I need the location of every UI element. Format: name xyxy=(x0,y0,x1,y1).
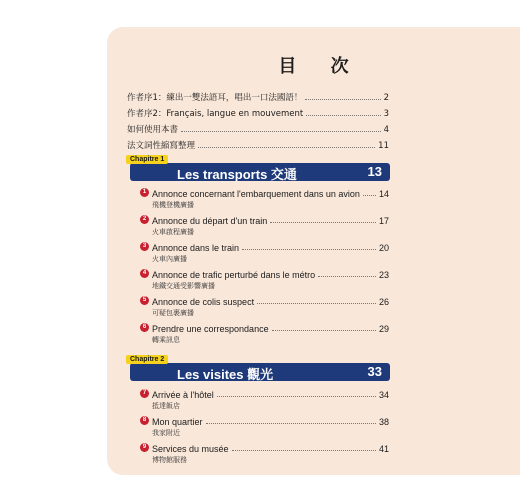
dot-leader xyxy=(181,131,381,132)
chapter-header[interactable] xyxy=(130,156,390,182)
entry-subtitle: 抵達飯店 xyxy=(152,402,180,410)
entry-number-badge: 7 xyxy=(140,389,149,398)
entry-number-badge: 1 xyxy=(140,188,149,197)
entry-page: 11 xyxy=(378,141,389,151)
chapter-page: 13 xyxy=(367,164,382,179)
entry-subtitle: 可疑包裹廣播 xyxy=(152,309,194,317)
chapter-tag: Chapitre 1 xyxy=(126,155,168,164)
toc-entry[interactable] xyxy=(140,240,389,266)
page-title: 目 次 xyxy=(278,56,363,77)
entry-page: 2 xyxy=(383,93,389,103)
entry-subtitle: 地鐵交通受影響廣播 xyxy=(152,282,215,290)
entry-page: 14 xyxy=(378,189,389,199)
toc-entry[interactable] xyxy=(140,414,389,440)
entry-title: Annonce de colis suspect xyxy=(152,297,255,307)
chapter-title: Les visites 觀光 xyxy=(177,367,274,382)
entry-number-badge: 2 xyxy=(140,215,149,224)
entry-page: 29 xyxy=(378,324,389,334)
entry-page: 20 xyxy=(378,243,389,253)
entry-number-badge: 8 xyxy=(140,416,149,425)
entry-subtitle: 飛機登機廣播 xyxy=(152,201,194,209)
entry-label: 如何使用本書 xyxy=(127,125,179,135)
dot-leader xyxy=(272,330,376,331)
toc-entry[interactable] xyxy=(140,387,389,413)
entry-page: 23 xyxy=(378,270,389,280)
entry-subtitle: 博物館服務 xyxy=(152,456,187,464)
entry-number-badge: 4 xyxy=(140,269,149,278)
chapter-tag: Chapitre 2 xyxy=(126,355,168,364)
entry-page: 41 xyxy=(378,444,389,454)
dot-leader xyxy=(198,147,375,148)
toc-entry[interactable] xyxy=(140,186,389,212)
toc-entry[interactable] xyxy=(140,441,389,467)
entry-subtitle: 我家附近 xyxy=(152,429,180,437)
entry-number-badge: 6 xyxy=(140,323,149,332)
entry-page: 38 xyxy=(378,417,389,427)
toc-entry[interactable] xyxy=(140,321,389,347)
dot-leader xyxy=(270,222,376,223)
preface-entry[interactable] xyxy=(127,89,389,103)
entry-page: 34 xyxy=(378,390,389,400)
dot-leader xyxy=(305,99,380,100)
entry-title: Mon quartier xyxy=(152,417,203,427)
preface-entry[interactable] xyxy=(127,121,389,135)
toc-entry[interactable] xyxy=(140,213,389,239)
preface-entry[interactable] xyxy=(127,137,389,151)
preface-entry[interactable] xyxy=(127,105,389,119)
entry-number-badge: 3 xyxy=(140,242,149,251)
entry-title: Arrivée à l'hôtel xyxy=(152,390,214,400)
entry-number-badge: 9 xyxy=(140,443,149,452)
entry-title: Services du musée xyxy=(152,444,229,454)
entry-page: 4 xyxy=(383,125,389,135)
dot-leader xyxy=(318,276,376,277)
dot-leader xyxy=(306,115,380,116)
dot-leader xyxy=(232,450,376,451)
entry-title: Annonce dans le train xyxy=(152,243,240,253)
dot-leader xyxy=(206,423,376,424)
entry-page: 17 xyxy=(378,216,389,226)
entry-title: Annonce de trafic perturbé dans le métro xyxy=(152,270,316,280)
entry-page: 3 xyxy=(383,109,389,119)
entry-label: 作者序2：Français, langue en mouvement xyxy=(127,109,304,119)
toc-entry[interactable] xyxy=(140,267,389,293)
entry-number-badge: 5 xyxy=(140,296,149,305)
chapter-title: Les transports 交通 xyxy=(177,167,297,182)
dot-leader xyxy=(242,249,376,250)
entry-title: Prendre une correspondance xyxy=(152,324,269,334)
toc-page xyxy=(107,27,520,475)
entry-label: 作者序1：練出一雙法語耳，唱出一口法國語！ xyxy=(127,93,303,103)
chapter-page: 33 xyxy=(367,364,382,379)
entry-subtitle: 火車啟程廣播 xyxy=(152,228,194,236)
entry-title: Annonce du départ d'un train xyxy=(152,216,268,226)
entry-subtitle: 轉乘訊息 xyxy=(152,336,180,344)
dot-leader xyxy=(217,396,376,397)
dot-leader xyxy=(363,195,376,196)
entry-subtitle: 火車內廣播 xyxy=(152,255,187,263)
entry-page: 26 xyxy=(378,297,389,307)
toc-entry[interactable] xyxy=(140,294,389,320)
entry-title: Annonce concernant l'embarquement dans un avion xyxy=(152,189,360,199)
entry-label: 法文詞性縮寫整理 xyxy=(127,141,196,151)
dot-leader xyxy=(257,303,376,304)
chapter-header[interactable] xyxy=(130,356,390,382)
